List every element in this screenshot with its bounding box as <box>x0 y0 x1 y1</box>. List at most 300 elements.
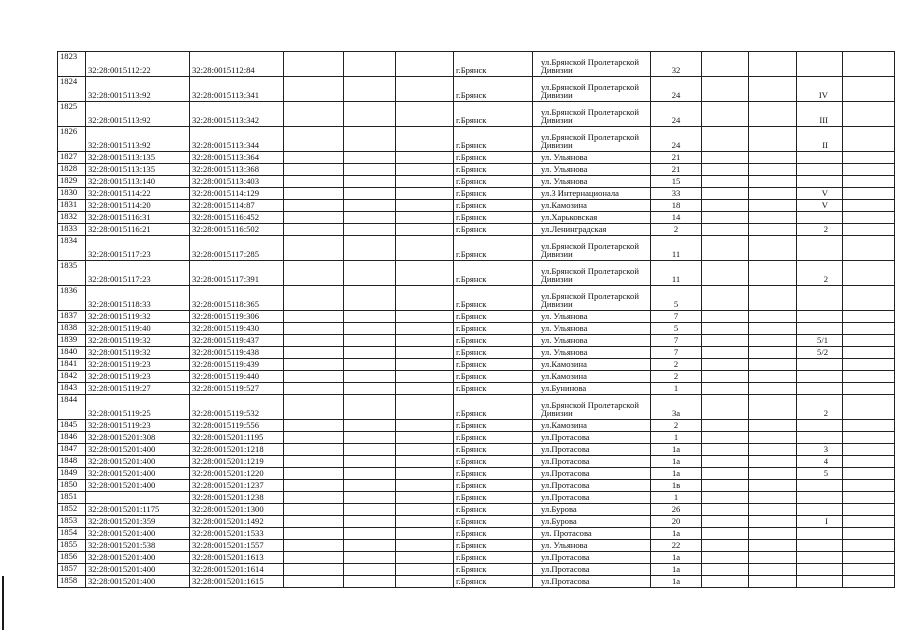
empty-cell <box>702 528 749 540</box>
row-number-cell: 1830 <box>58 188 86 200</box>
empty-cell <box>702 420 749 432</box>
empty-cell <box>749 492 797 504</box>
empty-cell <box>843 359 895 371</box>
parcel-cadastral-cell: 32:28:0015116:21 <box>86 224 190 236</box>
city-cell: г.Брянск <box>454 516 533 528</box>
parcel-cadastral-cell: 32:28:0015117:23 <box>86 236 190 261</box>
house-number-cell: 11 <box>651 261 702 286</box>
empty-cell <box>843 420 895 432</box>
building-part-cell <box>797 164 843 176</box>
table-row <box>58 528 895 540</box>
empty-cell <box>396 552 454 564</box>
house-number-cell: 2 <box>651 224 702 236</box>
street-cell: ул.Брянской Пролетарской Дивизии <box>533 52 651 77</box>
row-number-cell: 1847 <box>58 444 86 456</box>
city-cell: г.Брянск <box>454 540 533 552</box>
building-cadastral-cell: 32:28:0015112:84 <box>190 52 284 77</box>
empty-cell <box>344 347 396 359</box>
building-part-cell <box>797 540 843 552</box>
house-number-cell: 1а <box>651 576 702 588</box>
house-number-cell: 2 <box>651 420 702 432</box>
empty-cell <box>284 564 344 576</box>
empty-cell <box>749 516 797 528</box>
empty-cell <box>344 504 396 516</box>
city-cell: г.Брянск <box>454 212 533 224</box>
empty-cell <box>284 176 344 188</box>
empty-cell <box>396 432 454 444</box>
empty-cell <box>284 371 344 383</box>
house-number-cell: 1а <box>651 456 702 468</box>
row-number-cell: 1840 <box>58 347 86 359</box>
empty-cell <box>843 236 895 261</box>
table-row <box>58 383 895 395</box>
street-cell: ул.Брянской Пролетарской Дивизии <box>533 236 651 261</box>
empty-cell <box>702 52 749 77</box>
registry-table <box>57 51 895 588</box>
row-number-cell: 1837 <box>58 311 86 323</box>
city-cell: г.Брянск <box>454 468 533 480</box>
table-row <box>58 432 895 444</box>
empty-cell <box>344 236 396 261</box>
city-cell: г.Брянск <box>454 371 533 383</box>
row-number-cell: 1832 <box>58 212 86 224</box>
building-cadastral-cell: 32:28:0015114:87 <box>190 200 284 212</box>
empty-cell <box>344 516 396 528</box>
street-cell: ул.Протасова <box>533 480 651 492</box>
empty-cell <box>702 164 749 176</box>
parcel-cadastral-cell: 32:28:0015113:135 <box>86 152 190 164</box>
empty-cell <box>284 516 344 528</box>
parcel-cadastral-cell: 32:28:0015113:140 <box>86 176 190 188</box>
building-part-cell <box>797 420 843 432</box>
empty-cell <box>396 200 454 212</box>
building-part-cell: V <box>797 188 843 200</box>
row-number-cell: 1842 <box>58 371 86 383</box>
row-number-cell: 1858 <box>58 576 86 588</box>
empty-cell <box>702 395 749 420</box>
street-cell: ул.Харьковская <box>533 212 651 224</box>
row-number-cell: 1849 <box>58 468 86 480</box>
building-cadastral-cell: 32:28:0015201:1237 <box>190 480 284 492</box>
street-cell: ул.Брянской Пролетарской Дивизии <box>533 261 651 286</box>
row-number-cell: 1828 <box>58 164 86 176</box>
empty-cell <box>344 540 396 552</box>
row-number-cell: 1846 <box>58 432 86 444</box>
city-cell: г.Брянск <box>454 152 533 164</box>
empty-cell <box>702 77 749 102</box>
empty-cell <box>284 504 344 516</box>
parcel-cadastral-cell: 32:28:0015119:32 <box>86 335 190 347</box>
building-cadastral-cell: 32:28:0015119:430 <box>190 323 284 335</box>
empty-cell <box>702 444 749 456</box>
empty-cell <box>749 311 797 323</box>
city-cell: г.Брянск <box>454 383 533 395</box>
building-part-cell <box>797 359 843 371</box>
empty-cell <box>749 468 797 480</box>
house-number-cell: 11 <box>651 236 702 261</box>
table-row <box>58 102 895 127</box>
row-number-cell: 1825 <box>58 102 86 127</box>
table-row <box>58 516 895 528</box>
building-cadastral-cell: 32:28:0015201:1238 <box>190 492 284 504</box>
empty-cell <box>396 540 454 552</box>
building-cadastral-cell: 32:28:0015119:438 <box>190 347 284 359</box>
empty-cell <box>396 564 454 576</box>
empty-cell <box>702 456 749 468</box>
house-number-cell: 18 <box>651 200 702 212</box>
empty-cell <box>344 383 396 395</box>
parcel-cadastral-cell: 32:28:0015119:27 <box>86 383 190 395</box>
empty-cell <box>344 564 396 576</box>
empty-cell <box>749 152 797 164</box>
parcel-cadastral-cell: 32:28:0015113:135 <box>86 164 190 176</box>
empty-cell <box>843 371 895 383</box>
empty-cell <box>344 444 396 456</box>
row-number-cell: 1850 <box>58 480 86 492</box>
table-row <box>58 564 895 576</box>
empty-cell <box>843 127 895 152</box>
empty-cell <box>284 540 344 552</box>
building-part-cell <box>797 311 843 323</box>
building-part-cell <box>797 552 843 564</box>
empty-cell <box>843 383 895 395</box>
building-cadastral-cell: 32:28:0015113:364 <box>190 152 284 164</box>
city-cell: г.Брянск <box>454 492 533 504</box>
empty-cell <box>284 212 344 224</box>
house-number-cell: 7 <box>651 311 702 323</box>
empty-cell <box>344 371 396 383</box>
parcel-cadastral-cell: 32:28:0015201:400 <box>86 564 190 576</box>
empty-cell <box>344 286 396 311</box>
parcel-cadastral-cell: 32:28:0015201:359 <box>86 516 190 528</box>
building-part-cell <box>797 52 843 77</box>
empty-cell <box>396 359 454 371</box>
street-cell: ул. Ульянова <box>533 335 651 347</box>
empty-cell <box>396 468 454 480</box>
empty-cell <box>396 504 454 516</box>
city-cell: г.Брянск <box>454 200 533 212</box>
empty-cell <box>284 311 344 323</box>
empty-cell <box>843 224 895 236</box>
empty-cell <box>396 420 454 432</box>
empty-cell <box>749 371 797 383</box>
empty-cell <box>702 311 749 323</box>
empty-cell <box>344 102 396 127</box>
table-row <box>58 261 895 286</box>
empty-cell <box>843 102 895 127</box>
table-row <box>58 335 895 347</box>
row-number-cell: 1841 <box>58 359 86 371</box>
table-row <box>58 504 895 516</box>
empty-cell <box>843 395 895 420</box>
building-cadastral-cell: 32:28:0015119:532 <box>190 395 284 420</box>
row-number-cell: 1823 <box>58 52 86 77</box>
empty-cell <box>843 188 895 200</box>
empty-cell <box>843 528 895 540</box>
row-number-cell: 1845 <box>58 420 86 432</box>
street-cell: ул.Ленинградская <box>533 224 651 236</box>
house-number-cell: 32 <box>651 52 702 77</box>
building-part-cell: 2 <box>797 261 843 286</box>
street-cell: ул. Ульянова <box>533 347 651 359</box>
empty-cell <box>344 480 396 492</box>
table-row <box>58 127 895 152</box>
parcel-cadastral-cell: 32:28:0015201:1175 <box>86 504 190 516</box>
empty-cell <box>749 323 797 335</box>
building-cadastral-cell: 32:28:0015201:1195 <box>190 432 284 444</box>
empty-cell <box>843 323 895 335</box>
empty-cell <box>843 77 895 102</box>
empty-cell <box>749 432 797 444</box>
street-cell: ул. Ульянова <box>533 311 651 323</box>
empty-cell <box>749 164 797 176</box>
city-cell: г.Брянск <box>454 236 533 261</box>
empty-cell <box>344 77 396 102</box>
empty-cell <box>344 200 396 212</box>
empty-cell <box>749 383 797 395</box>
parcel-cadastral-cell: 32:28:0015119:23 <box>86 420 190 432</box>
building-cadastral-cell: 32:28:0015118:365 <box>190 286 284 311</box>
building-part-cell: IV <box>797 77 843 102</box>
row-number-cell: 1824 <box>58 77 86 102</box>
empty-cell <box>284 52 344 77</box>
empty-cell <box>344 552 396 564</box>
house-number-cell: 5 <box>651 286 702 311</box>
building-cadastral-cell: 32:28:0015201:1614 <box>190 564 284 576</box>
parcel-cadastral-cell: 32:28:0015119:25 <box>86 395 190 420</box>
row-number-cell: 1829 <box>58 176 86 188</box>
empty-cell <box>749 420 797 432</box>
city-cell: г.Брянск <box>454 335 533 347</box>
empty-cell <box>284 261 344 286</box>
empty-cell <box>749 224 797 236</box>
empty-cell <box>344 152 396 164</box>
row-number-cell: 1848 <box>58 456 86 468</box>
house-number-cell: 21 <box>651 152 702 164</box>
city-cell: г.Брянск <box>454 102 533 127</box>
city-cell: г.Брянск <box>454 576 533 588</box>
parcel-cadastral-cell: 32:28:0015113:92 <box>86 127 190 152</box>
empty-cell <box>396 127 454 152</box>
empty-cell <box>344 359 396 371</box>
building-part-cell <box>797 286 843 311</box>
empty-cell <box>702 323 749 335</box>
row-number-cell: 1843 <box>58 383 86 395</box>
table-row <box>58 552 895 564</box>
city-cell: г.Брянск <box>454 359 533 371</box>
building-part-cell <box>797 323 843 335</box>
building-cadastral-cell: 32:28:0015201:1557 <box>190 540 284 552</box>
empty-cell <box>284 323 344 335</box>
empty-cell <box>396 102 454 127</box>
empty-cell <box>344 188 396 200</box>
table-row <box>58 52 895 77</box>
empty-cell <box>396 528 454 540</box>
row-number-cell: 1853 <box>58 516 86 528</box>
building-part-cell: 2 <box>797 224 843 236</box>
building-part-cell <box>797 432 843 444</box>
house-number-cell: 2 <box>651 371 702 383</box>
street-cell: ул.Брянской Пролетарской Дивизии <box>533 286 651 311</box>
parcel-cadastral-cell: 32:28:0015201:538 <box>86 540 190 552</box>
empty-cell <box>396 444 454 456</box>
empty-cell <box>344 432 396 444</box>
street-cell: ул.Бунинова <box>533 383 651 395</box>
empty-cell <box>843 552 895 564</box>
city-cell: г.Брянск <box>454 552 533 564</box>
table-row <box>58 468 895 480</box>
empty-cell <box>843 347 895 359</box>
house-number-cell: 7 <box>651 335 702 347</box>
empty-cell <box>843 480 895 492</box>
parcel-cadastral-cell: 32:28:0015201:400 <box>86 468 190 480</box>
street-cell: ул.Протасова <box>533 456 651 468</box>
empty-cell <box>284 286 344 311</box>
building-part-cell <box>797 371 843 383</box>
street-cell: ул.Протасова <box>533 552 651 564</box>
building-part-cell: 5 <box>797 468 843 480</box>
empty-cell <box>843 286 895 311</box>
empty-cell <box>749 359 797 371</box>
empty-cell <box>344 224 396 236</box>
empty-cell <box>749 77 797 102</box>
city-cell: г.Брянск <box>454 444 533 456</box>
empty-cell <box>702 347 749 359</box>
empty-cell <box>749 504 797 516</box>
empty-cell <box>396 152 454 164</box>
parcel-cadastral-cell: 32:28:0015201:400 <box>86 552 190 564</box>
city-cell: г.Брянск <box>454 456 533 468</box>
building-part-cell: 5/1 <box>797 335 843 347</box>
empty-cell <box>749 347 797 359</box>
city-cell: г.Брянск <box>454 528 533 540</box>
parcel-cadastral-cell: 32:28:0015114:20 <box>86 200 190 212</box>
house-number-cell: 1 <box>651 492 702 504</box>
building-part-cell <box>797 152 843 164</box>
empty-cell <box>702 492 749 504</box>
empty-cell <box>749 261 797 286</box>
empty-cell <box>396 492 454 504</box>
building-part-cell <box>797 576 843 588</box>
parcel-cadastral-cell: 32:28:0015119:23 <box>86 359 190 371</box>
house-number-cell: 1а <box>651 468 702 480</box>
empty-cell <box>396 335 454 347</box>
empty-cell <box>344 335 396 347</box>
house-number-cell: 24 <box>651 77 702 102</box>
empty-cell <box>749 127 797 152</box>
empty-cell <box>843 516 895 528</box>
building-part-cell <box>797 212 843 224</box>
empty-cell <box>702 564 749 576</box>
empty-cell <box>284 383 344 395</box>
empty-cell <box>749 395 797 420</box>
scan-edge-mark <box>2 576 4 630</box>
row-number-cell: 1838 <box>58 323 86 335</box>
empty-cell <box>702 200 749 212</box>
empty-cell <box>396 261 454 286</box>
city-cell: г.Брянск <box>454 127 533 152</box>
empty-cell <box>749 576 797 588</box>
row-number-cell: 1836 <box>58 286 86 311</box>
empty-cell <box>749 102 797 127</box>
empty-cell <box>843 456 895 468</box>
house-number-cell: 1в <box>651 480 702 492</box>
empty-cell <box>843 52 895 77</box>
empty-cell <box>344 261 396 286</box>
empty-cell <box>344 395 396 420</box>
empty-cell <box>749 176 797 188</box>
empty-cell <box>843 576 895 588</box>
building-cadastral-cell: 32:28:0015113:403 <box>190 176 284 188</box>
empty-cell <box>843 176 895 188</box>
house-number-cell: 14 <box>651 212 702 224</box>
building-part-cell <box>797 492 843 504</box>
building-cadastral-cell: 32:28:0015201:1218 <box>190 444 284 456</box>
building-cadastral-cell: 32:28:0015119:439 <box>190 359 284 371</box>
building-part-cell: III <box>797 102 843 127</box>
building-cadastral-cell: 32:28:0015119:556 <box>190 420 284 432</box>
table-row <box>58 540 895 552</box>
table-row <box>58 236 895 261</box>
row-number-cell: 1831 <box>58 200 86 212</box>
empty-cell <box>749 540 797 552</box>
empty-cell <box>284 236 344 261</box>
empty-cell <box>344 528 396 540</box>
building-part-cell <box>797 480 843 492</box>
city-cell: г.Брянск <box>454 504 533 516</box>
building-cadastral-cell: 32:28:0015119:527 <box>190 383 284 395</box>
empty-cell <box>284 444 344 456</box>
empty-cell <box>344 212 396 224</box>
empty-cell <box>702 371 749 383</box>
empty-cell <box>702 212 749 224</box>
table-row <box>58 176 895 188</box>
house-number-cell: 7 <box>651 347 702 359</box>
empty-cell <box>284 359 344 371</box>
house-number-cell: 1а <box>651 444 702 456</box>
empty-cell <box>284 347 344 359</box>
empty-cell <box>284 420 344 432</box>
row-number-cell: 1856 <box>58 552 86 564</box>
street-cell: ул.Камозина <box>533 200 651 212</box>
empty-cell <box>702 432 749 444</box>
row-number-cell: 1852 <box>58 504 86 516</box>
empty-cell <box>396 456 454 468</box>
empty-cell <box>396 188 454 200</box>
street-cell: ул.Брянской Пролетарской Дивизии <box>533 77 651 102</box>
empty-cell <box>396 323 454 335</box>
empty-cell <box>344 468 396 480</box>
table-row <box>58 77 895 102</box>
empty-cell <box>396 164 454 176</box>
empty-cell <box>396 480 454 492</box>
street-cell: ул.Камозина <box>533 420 651 432</box>
building-part-cell <box>797 383 843 395</box>
empty-cell <box>843 504 895 516</box>
house-number-cell: 1а <box>651 552 702 564</box>
empty-cell <box>344 311 396 323</box>
empty-cell <box>749 236 797 261</box>
city-cell: г.Брянск <box>454 176 533 188</box>
empty-cell <box>344 420 396 432</box>
street-cell: ул.Камозина <box>533 371 651 383</box>
empty-cell <box>284 188 344 200</box>
empty-cell <box>284 576 344 588</box>
empty-cell <box>396 347 454 359</box>
building-part-cell <box>797 236 843 261</box>
empty-cell <box>284 77 344 102</box>
table-row <box>58 371 895 383</box>
